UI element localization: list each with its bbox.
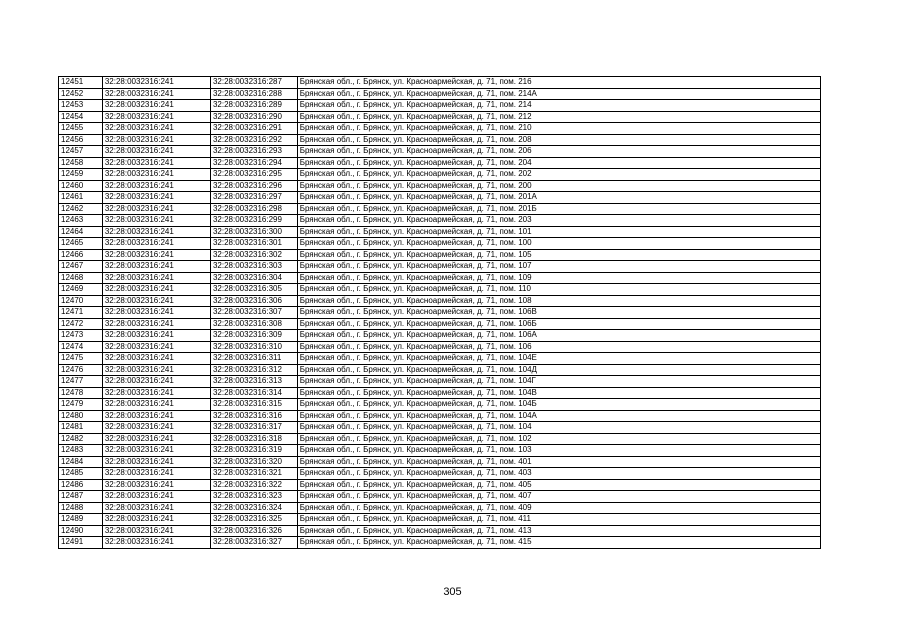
address-cell: Брянская обл., г. Брянск, ул. Красноармейская, д. 71, пом. 401 [297, 456, 820, 468]
table-row [59, 180, 821, 192]
address-cell: Брянская обл., г. Брянск, ул. Красноармейская, д. 71, пом. 109 [297, 272, 820, 284]
parent-cadastral-number-cell: 32:28:0032316:241 [102, 537, 210, 549]
table-row [59, 123, 821, 135]
table-row [59, 502, 821, 514]
parent-cadastral-number-cell: 32:28:0032316:241 [102, 491, 210, 503]
row-number-cell: 12479 [59, 399, 103, 411]
row-number-cell: 12471 [59, 307, 103, 319]
parent-cadastral-number-cell: 32:28:0032316:241 [102, 180, 210, 192]
table-row [59, 410, 821, 422]
parent-cadastral-number-cell: 32:28:0032316:241 [102, 261, 210, 273]
table-row [59, 422, 821, 434]
parent-cadastral-number-cell: 32:28:0032316:241 [102, 479, 210, 491]
parent-cadastral-number-cell: 32:28:0032316:241 [102, 456, 210, 468]
parent-cadastral-number-cell: 32:28:0032316:241 [102, 295, 210, 307]
table-row [59, 376, 821, 388]
table-row [59, 77, 821, 89]
parent-cadastral-number-cell: 32:28:0032316:241 [102, 123, 210, 135]
parent-cadastral-number-cell: 32:28:0032316:241 [102, 422, 210, 434]
address-cell: Брянская обл., г. Брянск, ул. Красноармейская, д. 71, пом. 201Б [297, 203, 820, 215]
address-cell: Брянская обл., г. Брянск, ул. Красноармейская, д. 71, пом. 200 [297, 180, 820, 192]
cadastral-number-cell: 32:28:0032316:315 [210, 399, 297, 411]
address-cell: Брянская обл., г. Брянск, ул. Красноармейская, д. 71, пом. 105 [297, 249, 820, 261]
row-number-cell: 12467 [59, 261, 103, 273]
cadastral-number-cell: 32:28:0032316:308 [210, 318, 297, 330]
table-row [59, 330, 821, 342]
table-row [59, 307, 821, 319]
address-cell: Брянская обл., г. Брянск, ул. Красноармейская, д. 71, пом. 405 [297, 479, 820, 491]
address-cell: Брянская обл., г. Брянск, ул. Красноармейская, д. 71, пом. 216 [297, 77, 820, 89]
row-number-cell: 12468 [59, 272, 103, 284]
address-cell: Брянская обл., г. Брянск, ул. Красноармейская, д. 71, пом. 100 [297, 238, 820, 250]
cadastral-number-cell: 32:28:0032316:290 [210, 111, 297, 123]
table-row [59, 88, 821, 100]
cadastral-number-cell: 32:28:0032316:307 [210, 307, 297, 319]
cadastral-number-cell: 32:28:0032316:306 [210, 295, 297, 307]
table-row [59, 341, 821, 353]
cadastral-number-cell: 32:28:0032316:322 [210, 479, 297, 491]
table-row [59, 387, 821, 399]
row-number-cell: 12487 [59, 491, 103, 503]
address-cell: Брянская обл., г. Брянск, ул. Красноармейская, д. 71, пом. 407 [297, 491, 820, 503]
address-cell: Брянская обл., г. Брянск, ул. Красноармейская, д. 71, пом. 104А [297, 410, 820, 422]
cadastral-number-cell: 32:28:0032316:312 [210, 364, 297, 376]
address-cell: Брянская обл., г. Брянск, ул. Красноармейская, д. 71, пом. 106А [297, 330, 820, 342]
parent-cadastral-number-cell: 32:28:0032316:241 [102, 399, 210, 411]
row-number-cell: 12470 [59, 295, 103, 307]
row-number-cell: 12462 [59, 203, 103, 215]
row-number-cell: 12482 [59, 433, 103, 445]
parent-cadastral-number-cell: 32:28:0032316:241 [102, 146, 210, 158]
address-cell: Брянская обл., г. Брянск, ул. Красноармейская, д. 71, пом. 106 [297, 341, 820, 353]
table-row [59, 364, 821, 376]
parent-cadastral-number-cell: 32:28:0032316:241 [102, 215, 210, 227]
table-row [59, 238, 821, 250]
row-number-cell: 12460 [59, 180, 103, 192]
table-row [59, 100, 821, 112]
cadastral-number-cell: 32:28:0032316:318 [210, 433, 297, 445]
parent-cadastral-number-cell: 32:28:0032316:241 [102, 203, 210, 215]
table-row [59, 146, 821, 158]
parent-cadastral-number-cell: 32:28:0032316:241 [102, 169, 210, 181]
address-cell: Брянская обл., г. Брянск, ул. Красноармейская, д. 71, пом. 104Е [297, 353, 820, 365]
table-row [59, 215, 821, 227]
row-number-cell: 12478 [59, 387, 103, 399]
row-number-cell: 12452 [59, 88, 103, 100]
address-cell: Брянская обл., г. Брянск, ул. Красноармейская, д. 71, пом. 101 [297, 226, 820, 238]
parent-cadastral-number-cell: 32:28:0032316:241 [102, 100, 210, 112]
table-row [59, 203, 821, 215]
cadastral-number-cell: 32:28:0032316:292 [210, 134, 297, 146]
cadastral-number-cell: 32:28:0032316:293 [210, 146, 297, 158]
cadastral-number-cell: 32:28:0032316:313 [210, 376, 297, 388]
address-cell: Брянская обл., г. Брянск, ул. Красноармейская, д. 71, пом. 413 [297, 525, 820, 537]
parent-cadastral-number-cell: 32:28:0032316:241 [102, 318, 210, 330]
row-number-cell: 12477 [59, 376, 103, 388]
cadastral-number-cell: 32:28:0032316:311 [210, 353, 297, 365]
address-cell: Брянская обл., г. Брянск, ул. Красноармейская, д. 71, пом. 104Д [297, 364, 820, 376]
cadastral-number-cell: 32:28:0032316:309 [210, 330, 297, 342]
cadastral-number-cell: 32:28:0032316:300 [210, 226, 297, 238]
row-number-cell: 12457 [59, 146, 103, 158]
address-cell: Брянская обл., г. Брянск, ул. Красноармейская, д. 71, пом. 403 [297, 468, 820, 480]
cadastral-number-cell: 32:28:0032316:298 [210, 203, 297, 215]
parent-cadastral-number-cell: 32:28:0032316:241 [102, 330, 210, 342]
cadastral-number-cell: 32:28:0032316:323 [210, 491, 297, 503]
table-row [59, 399, 821, 411]
address-cell: Брянская обл., г. Брянск, ул. Красноармейская, д. 71, пом. 409 [297, 502, 820, 514]
parent-cadastral-number-cell: 32:28:0032316:241 [102, 157, 210, 169]
row-number-cell: 12491 [59, 537, 103, 549]
row-number-cell: 12451 [59, 77, 103, 89]
registry-table-body [59, 77, 821, 549]
cadastral-number-cell: 32:28:0032316:326 [210, 525, 297, 537]
table-row [59, 134, 821, 146]
table-row [59, 537, 821, 549]
cadastral-number-cell: 32:28:0032316:291 [210, 123, 297, 135]
table-row [59, 157, 821, 169]
parent-cadastral-number-cell: 32:28:0032316:241 [102, 307, 210, 319]
cadastral-number-cell: 32:28:0032316:301 [210, 238, 297, 250]
parent-cadastral-number-cell: 32:28:0032316:241 [102, 341, 210, 353]
address-cell: Брянская обл., г. Брянск, ул. Красноармейская, д. 71, пом. 210 [297, 123, 820, 135]
row-number-cell: 12455 [59, 123, 103, 135]
parent-cadastral-number-cell: 32:28:0032316:241 [102, 502, 210, 514]
cadastral-number-cell: 32:28:0032316:289 [210, 100, 297, 112]
row-number-cell: 12490 [59, 525, 103, 537]
cadastral-number-cell: 32:28:0032316:296 [210, 180, 297, 192]
parent-cadastral-number-cell: 32:28:0032316:241 [102, 525, 210, 537]
table-row [59, 456, 821, 468]
parent-cadastral-number-cell: 32:28:0032316:241 [102, 376, 210, 388]
table-row [59, 284, 821, 296]
address-cell: Брянская обл., г. Брянск, ул. Красноармейская, д. 71, пом. 102 [297, 433, 820, 445]
cadastral-number-cell: 32:28:0032316:310 [210, 341, 297, 353]
parent-cadastral-number-cell: 32:28:0032316:241 [102, 226, 210, 238]
cadastral-number-cell: 32:28:0032316:302 [210, 249, 297, 261]
row-number-cell: 12463 [59, 215, 103, 227]
parent-cadastral-number-cell: 32:28:0032316:241 [102, 387, 210, 399]
page-number: 305 [443, 586, 462, 598]
row-number-cell: 12488 [59, 502, 103, 514]
cadastral-number-cell: 32:28:0032316:303 [210, 261, 297, 273]
cadastral-number-cell: 32:28:0032316:294 [210, 157, 297, 169]
row-number-cell: 12484 [59, 456, 103, 468]
parent-cadastral-number-cell: 32:28:0032316:241 [102, 410, 210, 422]
table-row [59, 514, 821, 526]
table-row [59, 479, 821, 491]
row-number-cell: 12469 [59, 284, 103, 296]
cadastral-number-cell: 32:28:0032316:327 [210, 537, 297, 549]
table-row [59, 111, 821, 123]
table-row [59, 491, 821, 503]
address-cell: Брянская обл., г. Брянск, ул. Красноармейская, д. 71, пом. 104Г [297, 376, 820, 388]
table-row [59, 226, 821, 238]
address-cell: Брянская обл., г. Брянск, ул. Красноармейская, д. 71, пом. 104Б [297, 399, 820, 411]
row-number-cell: 12485 [59, 468, 103, 480]
table-row [59, 468, 821, 480]
address-cell: Брянская обл., г. Брянск, ул. Красноармейская, д. 71, пом. 104 [297, 422, 820, 434]
table-row [59, 445, 821, 457]
row-number-cell: 12454 [59, 111, 103, 123]
parent-cadastral-number-cell: 32:28:0032316:241 [102, 514, 210, 526]
row-number-cell: 12456 [59, 134, 103, 146]
row-number-cell: 12475 [59, 353, 103, 365]
row-number-cell: 12473 [59, 330, 103, 342]
cadastral-number-cell: 32:28:0032316:304 [210, 272, 297, 284]
cadastral-number-cell: 32:28:0032316:288 [210, 88, 297, 100]
parent-cadastral-number-cell: 32:28:0032316:241 [102, 111, 210, 123]
address-cell: Брянская обл., г. Брянск, ул. Красноармейская, д. 71, пом. 411 [297, 514, 820, 526]
table-row [59, 318, 821, 330]
address-cell: Брянская обл., г. Брянск, ул. Красноармейская, д. 71, пом. 415 [297, 537, 820, 549]
address-cell: Брянская обл., г. Брянск, ул. Красноармейская, д. 71, пом. 206 [297, 146, 820, 158]
parent-cadastral-number-cell: 32:28:0032316:241 [102, 445, 210, 457]
address-cell: Брянская обл., г. Брянск, ул. Красноармейская, д. 71, пом. 107 [297, 261, 820, 273]
address-cell: Брянская обл., г. Брянск, ул. Красноармейская, д. 71, пом. 202 [297, 169, 820, 181]
table-row [59, 261, 821, 273]
table-row [59, 525, 821, 537]
table-row [59, 433, 821, 445]
address-cell: Брянская обл., г. Брянск, ул. Красноармейская, д. 71, пом. 106Б [297, 318, 820, 330]
row-number-cell: 12472 [59, 318, 103, 330]
row-number-cell: 12453 [59, 100, 103, 112]
cadastral-number-cell: 32:28:0032316:299 [210, 215, 297, 227]
cadastral-number-cell: 32:28:0032316:325 [210, 514, 297, 526]
row-number-cell: 12474 [59, 341, 103, 353]
parent-cadastral-number-cell: 32:28:0032316:241 [102, 134, 210, 146]
table-row [59, 169, 821, 181]
address-cell: Брянская обл., г. Брянск, ул. Красноармейская, д. 71, пом. 214А [297, 88, 820, 100]
row-number-cell: 12459 [59, 169, 103, 181]
row-number-cell: 12486 [59, 479, 103, 491]
row-number-cell: 12476 [59, 364, 103, 376]
cadastral-number-cell: 32:28:0032316:314 [210, 387, 297, 399]
cadastral-number-cell: 32:28:0032316:305 [210, 284, 297, 296]
cadastral-number-cell: 32:28:0032316:321 [210, 468, 297, 480]
table-row [59, 272, 821, 284]
parent-cadastral-number-cell: 32:28:0032316:241 [102, 433, 210, 445]
parent-cadastral-number-cell: 32:28:0032316:241 [102, 364, 210, 376]
parent-cadastral-number-cell: 32:28:0032316:241 [102, 249, 210, 261]
address-cell: Брянская обл., г. Брянск, ул. Красноармейская, д. 71, пом. 201А [297, 192, 820, 204]
table-row [59, 295, 821, 307]
address-cell: Брянская обл., г. Брянск, ул. Красноармейская, д. 71, пом. 104В [297, 387, 820, 399]
cadastral-number-cell: 32:28:0032316:317 [210, 422, 297, 434]
cadastral-number-cell: 32:28:0032316:287 [210, 77, 297, 89]
table-row [59, 192, 821, 204]
parent-cadastral-number-cell: 32:28:0032316:241 [102, 272, 210, 284]
cadastral-number-cell: 32:28:0032316:297 [210, 192, 297, 204]
address-cell: Брянская обл., г. Брянск, ул. Красноармейская, д. 71, пом. 103 [297, 445, 820, 457]
address-cell: Брянская обл., г. Брянск, ул. Красноармейская, д. 71, пом. 208 [297, 134, 820, 146]
row-number-cell: 12480 [59, 410, 103, 422]
parent-cadastral-number-cell: 32:28:0032316:241 [102, 192, 210, 204]
registry-table [58, 76, 821, 549]
address-cell: Брянская обл., г. Брянск, ул. Красноармейская, д. 71, пом. 110 [297, 284, 820, 296]
address-cell: Брянская обл., г. Брянск, ул. Красноармейская, д. 71, пом. 212 [297, 111, 820, 123]
row-number-cell: 12483 [59, 445, 103, 457]
row-number-cell: 12489 [59, 514, 103, 526]
parent-cadastral-number-cell: 32:28:0032316:241 [102, 353, 210, 365]
parent-cadastral-number-cell: 32:28:0032316:241 [102, 468, 210, 480]
cadastral-number-cell: 32:28:0032316:295 [210, 169, 297, 181]
table-row [59, 353, 821, 365]
address-cell: Брянская обл., г. Брянск, ул. Красноармейская, д. 71, пом. 204 [297, 157, 820, 169]
cadastral-number-cell: 32:28:0032316:324 [210, 502, 297, 514]
row-number-cell: 12481 [59, 422, 103, 434]
cadastral-number-cell: 32:28:0032316:320 [210, 456, 297, 468]
address-cell: Брянская обл., г. Брянск, ул. Красноармейская, д. 71, пом. 203 [297, 215, 820, 227]
row-number-cell: 12458 [59, 157, 103, 169]
address-cell: Брянская обл., г. Брянск, ул. Красноармейская, д. 71, пом. 106В [297, 307, 820, 319]
parent-cadastral-number-cell: 32:28:0032316:241 [102, 238, 210, 250]
parent-cadastral-number-cell: 32:28:0032316:241 [102, 284, 210, 296]
row-number-cell: 12465 [59, 238, 103, 250]
address-cell: Брянская обл., г. Брянск, ул. Красноармейская, д. 71, пом. 108 [297, 295, 820, 307]
address-cell: Брянская обл., г. Брянск, ул. Красноармейская, д. 71, пом. 214 [297, 100, 820, 112]
cadastral-number-cell: 32:28:0032316:319 [210, 445, 297, 457]
parent-cadastral-number-cell: 32:28:0032316:241 [102, 77, 210, 89]
parent-cadastral-number-cell: 32:28:0032316:241 [102, 88, 210, 100]
row-number-cell: 12464 [59, 226, 103, 238]
cadastral-number-cell: 32:28:0032316:316 [210, 410, 297, 422]
row-number-cell: 12461 [59, 192, 103, 204]
row-number-cell: 12466 [59, 249, 103, 261]
table-row [59, 249, 821, 261]
